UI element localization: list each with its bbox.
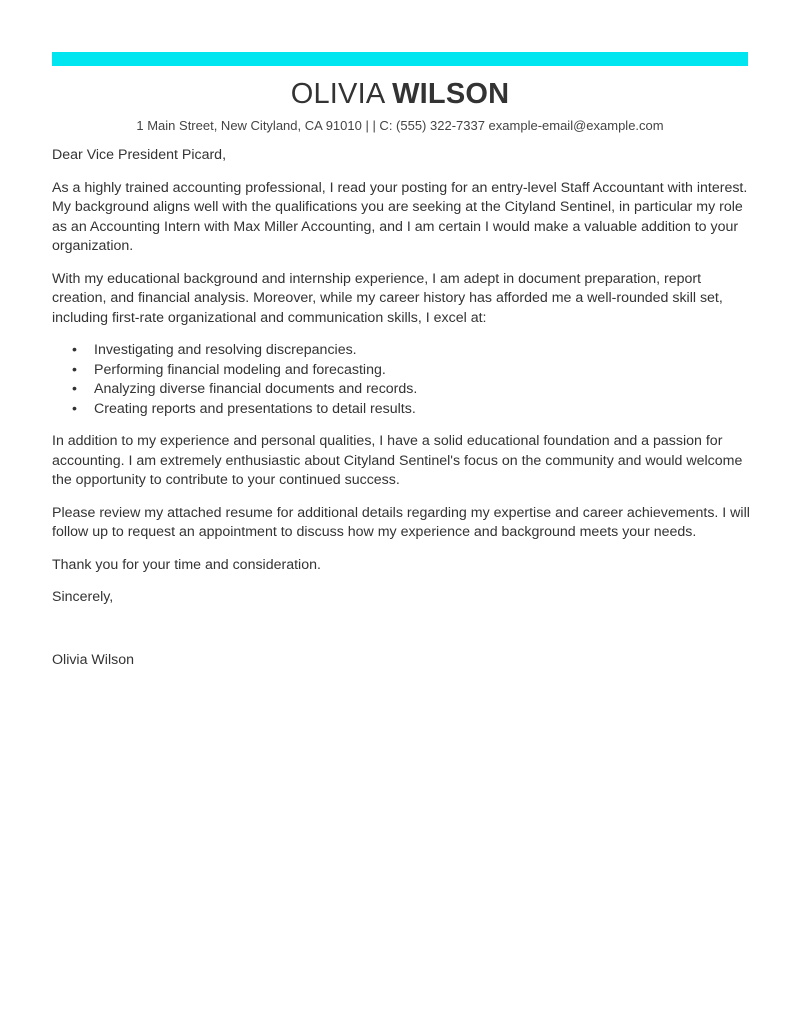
bullet-icon: • — [72, 342, 77, 358]
signature: Olivia Wilson — [52, 651, 134, 668]
applicant-name — [0, 78, 800, 111]
first-name: OLIVIA — [290, 78, 384, 110]
list-item — [52, 400, 752, 420]
list-item-text: Performing financial modeling and forecasting. — [94, 361, 386, 378]
list-item-text: Investigating and resolving discrepancies. — [94, 342, 357, 358]
paragraph-2: With my educational background and internship experience, I am adept in document preparation, report creation, and financial analysis. Moreover, while my career history has afforded me a well-rounded skill set, including first-rate organizational and communication skills, I excel at: — [52, 270, 723, 326]
paragraph-4: Please review my attached resume for additional details regarding my expertise and career achievements. I will follow up to request an appointment to discuss how my experience and background meets your needs. — [52, 504, 750, 540]
accent-bar — [52, 52, 748, 66]
paragraph-1: As a highly trained accounting professional, I read your posting for an entry-level Staff Accountant with interest. My background aligns well with the qualifications you are seeking at the Cityland Sentinel, in particular my role as an Accounting Intern with Max Miller Accounting, and I am certain I would make a valuable addition to your organization. — [52, 179, 748, 254]
paragraph-3: In addition to my experience and personal qualities, I have a solid educational foundation and a passion for accounting. I am extremely enthusiastic about Cityland Sentinel's focus on the community and would welcome the opportunity to contribute to your continued success. — [52, 433, 743, 488]
last-name: WILSON — [392, 78, 510, 110]
bullet-icon: • — [72, 381, 77, 397]
list-item-text: Analyzing diverse financial documents and records. — [94, 381, 418, 397]
skills-list — [52, 341, 752, 419]
closing: Sincerely, — [52, 589, 114, 605]
bullet-icon: • — [72, 361, 77, 378]
list-item — [52, 341, 752, 361]
bullet-icon: • — [72, 400, 77, 417]
list-item — [52, 361, 752, 381]
salutation: Dear Vice President Picard, — [52, 147, 227, 163]
list-item — [52, 380, 752, 400]
list-item-text: Creating reports and presentations to detail results. — [94, 400, 416, 417]
letter-body — [52, 146, 752, 683]
thanks-line: Thank you for your time and consideration. — [52, 556, 321, 573]
contact-info: 1 Main Street, New Cityland, CA 91010 | | C: (555) 322-7337 example-email@example.com — [136, 118, 664, 133]
